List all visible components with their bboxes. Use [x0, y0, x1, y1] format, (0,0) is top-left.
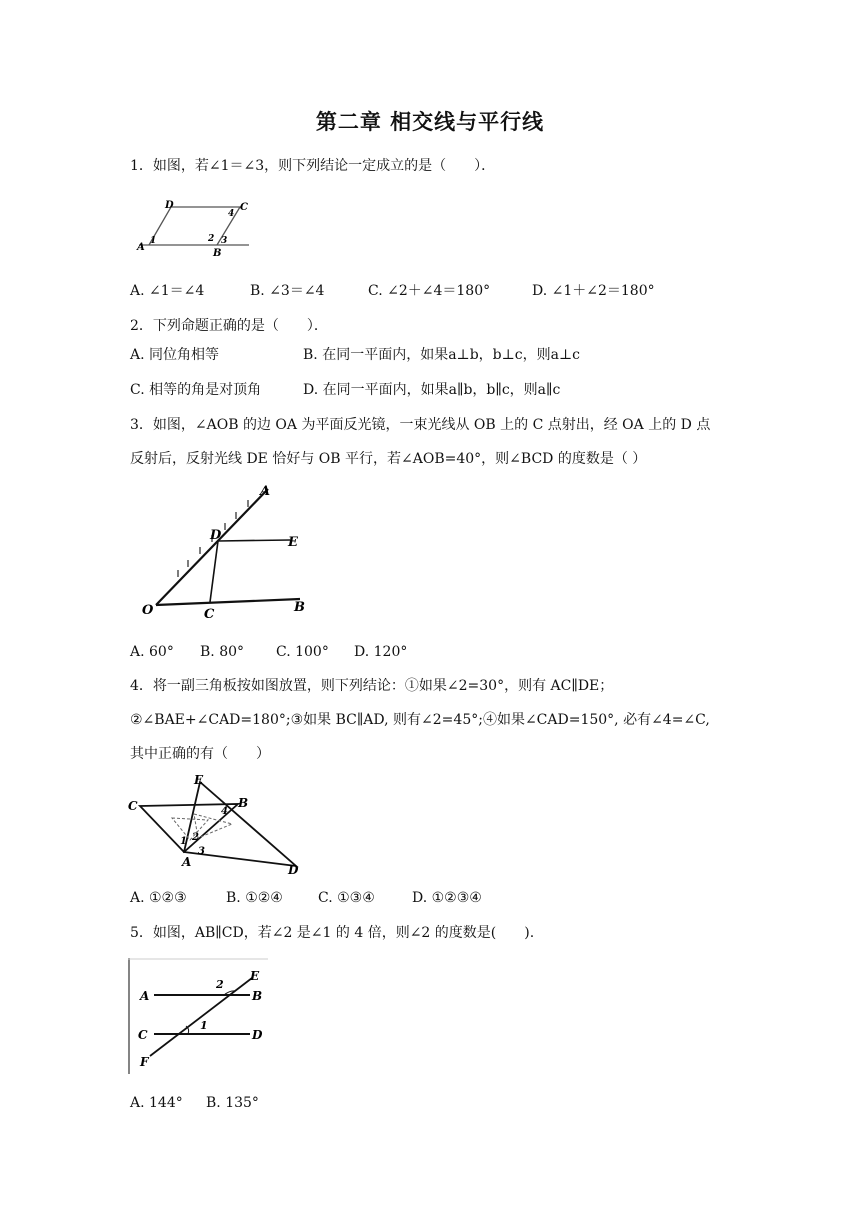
- q4-angle-3: 3: [198, 846, 205, 857]
- q4-label-d: D: [288, 863, 299, 877]
- q3-label-d: D: [210, 528, 222, 543]
- q1-label-c: C: [240, 202, 248, 213]
- q4-label-e: E: [194, 773, 204, 787]
- q4-angle-4: 4: [221, 806, 228, 817]
- q5-label-c: C: [138, 1028, 148, 1042]
- q5-label-a: A: [140, 989, 150, 1003]
- q2-option-c: C. 相等的角是对顶角: [130, 382, 262, 398]
- q1-label-a: A: [137, 242, 145, 253]
- q4-option-d: D. ①②③④: [412, 890, 482, 906]
- q1-figure: [135, 196, 255, 262]
- q5-stem: 5．如图，AB∥CD，若∠2 是∠1 的 4 倍，则∠2 的度数是( ).: [130, 925, 535, 941]
- q3-label-o: O: [142, 603, 154, 618]
- q3-option-d: D. 120°: [354, 644, 408, 660]
- q2-option-b: B. 在同一平面内，如果a⊥b，b⊥c，则a⊥c: [303, 347, 580, 363]
- q3-label-a: A: [260, 484, 271, 499]
- q3-option-b: B. 80°: [200, 644, 245, 660]
- q4-figure: [128, 773, 308, 877]
- q4-stem-line3: 其中正确的有（ ）: [130, 746, 270, 762]
- q4-label-b: B: [238, 796, 249, 810]
- q5-angle-1: 1: [200, 1019, 208, 1032]
- q5-options: [130, 1093, 259, 1113]
- q1-angle-4: 4: [228, 209, 235, 219]
- q2-option-d: D. 在同一平面内，如果a∥b，b∥c，则a∥c: [303, 382, 561, 398]
- q1-angle-2: 2: [208, 234, 215, 244]
- q1-label-d: D: [165, 200, 174, 211]
- q1-stem: 1．如图，若∠1＝∠3，则下列结论一定成立的是（ ）．: [130, 158, 496, 174]
- q5-option-a: A. 144°: [130, 1095, 183, 1111]
- q2-option-a: A. 同位角相等: [130, 347, 220, 363]
- q4-stem-line2: ②∠BAE+∠CAD=180°;③如果 BC∥AD, 则有∠2=45°;④如果∠CAD=150°, 必有∠4=∠C,: [130, 712, 710, 728]
- q4-stem-line1: 4．将一副三角板按如图放置，则下列结论：①如果∠2=30°，则有 AC∥DE；: [130, 678, 614, 694]
- q2-stem: 2．下列命题正确的是（ ）．: [130, 318, 328, 334]
- q3-options: [130, 642, 407, 662]
- q1-angle-1: 1: [150, 236, 157, 246]
- q4-angle-2: 2: [192, 832, 199, 843]
- q1-options: [130, 281, 655, 301]
- q4-option-a: A. ①②③: [130, 890, 187, 906]
- q3-option-a: A. 60°: [130, 644, 174, 660]
- q5-angle-2: 2: [216, 978, 224, 991]
- q3-stem-line2: 反射后，反射光线 DE 恰好与 OB 平行，若∠AOB=40°，则∠BCD 的度数是（ ）: [130, 451, 647, 467]
- q3-figure: [140, 482, 320, 627]
- q5-figure: [128, 958, 268, 1074]
- q5-label-d: D: [252, 1028, 263, 1042]
- q4-option-c: C. ①③④: [318, 890, 375, 906]
- q3-label-b: B: [294, 600, 305, 615]
- q4-option-b: B. ①②④: [226, 890, 283, 906]
- q1-option-a: A. ∠1＝∠4: [130, 283, 205, 299]
- q1-option-d: D. ∠1＋∠2＝180°: [532, 283, 655, 299]
- q5-label-e: E: [250, 969, 260, 983]
- q3-option-c: C. 100°: [276, 644, 329, 660]
- q4-label-c: C: [128, 799, 138, 813]
- q1-angle-3: 3: [221, 236, 228, 246]
- q4-label-a: A: [182, 855, 192, 869]
- q5-label-f: F: [140, 1055, 149, 1069]
- page-title: 第二章 相交线与平行线: [315, 109, 545, 134]
- q1-option-b: B. ∠3＝∠4: [250, 283, 325, 299]
- q4-options: [130, 888, 482, 908]
- q3-label-c: C: [204, 607, 215, 622]
- q3-label-e: E: [288, 535, 298, 550]
- q4-angle-1: 1: [180, 836, 187, 847]
- q5-label-b: B: [252, 989, 263, 1003]
- q1-label-b: B: [213, 248, 222, 259]
- q3-stem-line1: 3．如图，∠AOB 的边 OA 为平面反光镜，一束光线从 OB 上的 C 点射出，经 OA 上的 D 点: [130, 417, 711, 433]
- q1-option-c: C. ∠2＋∠4＝180°: [368, 283, 491, 299]
- q5-option-b: B. 135°: [206, 1095, 259, 1111]
